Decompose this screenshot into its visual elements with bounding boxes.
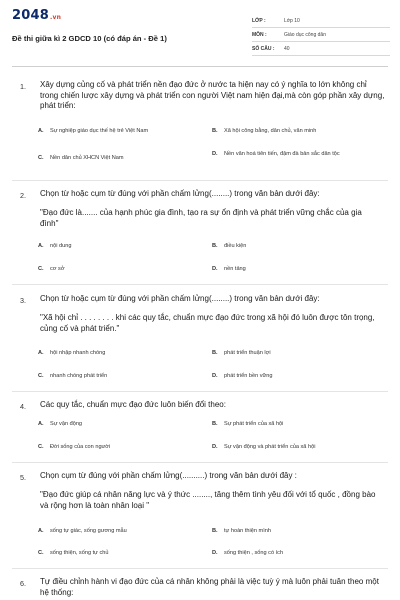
question-separator xyxy=(12,462,388,463)
option-text: Sự phát triển của xã hội xyxy=(224,421,284,427)
question-text: Chọn cụm từ đúng với phần chấm lửng(..........) trong văn bản dưới đây : xyxy=(40,471,297,480)
question-text: Chọn từ hoặc cụm từ đúng với phần chấm lửng(........) trong văn bản dưới đây: xyxy=(40,189,320,198)
option-text: Sự vận động và phát triển của xã hội xyxy=(224,444,316,450)
option-text: nền tảng xyxy=(224,266,246,272)
option-c[interactable] xyxy=(38,155,198,163)
option-text: Nền dân chủ XHCN Việt Nam xyxy=(50,155,124,161)
meta-value: Lớp 10 xyxy=(284,17,300,24)
question-number: 3. xyxy=(20,296,26,305)
question-separator xyxy=(12,180,388,181)
option-b[interactable] xyxy=(212,421,382,429)
option-a[interactable] xyxy=(38,350,198,358)
option-text: phát triển thuận lợi xyxy=(224,350,271,356)
logo-suffix: .vn xyxy=(49,14,62,21)
option-letter: D. xyxy=(212,373,218,379)
option-letter: D. xyxy=(212,550,218,556)
question-quote: "Đạo đức là....... của hạnh phúc gia đình, tạo ra sự ổn định và phát triển vững chắc của gia đình" xyxy=(40,208,362,228)
option-d[interactable] xyxy=(212,550,382,558)
question-text: Các quy tắc, chuẩn mực đạo đức luôn biến đổi theo: xyxy=(40,400,226,409)
option-text: nhanh chóng phát triển xyxy=(50,373,108,379)
option-text: sống tự giác, sống gương mẫu xyxy=(50,528,127,534)
meta-label: LỚP : xyxy=(252,17,266,24)
meta-row-subject xyxy=(252,28,390,42)
option-c[interactable] xyxy=(38,550,198,558)
option-letter: A. xyxy=(38,128,44,134)
option-letter: C. xyxy=(38,266,44,272)
option-letter: C. xyxy=(38,550,44,556)
question-number: 6. xyxy=(20,579,26,588)
question-text: Chọn từ hoặc cụm từ đúng với phần chấm lửng(........) trong văn bản dưới đây: xyxy=(40,294,320,303)
option-letter: C. xyxy=(38,444,44,450)
option-letter: A. xyxy=(38,528,44,534)
meta-value: 40 xyxy=(284,45,290,52)
option-letter: B. xyxy=(212,128,218,134)
question-separator xyxy=(12,568,388,569)
option-letter: C. xyxy=(38,155,44,161)
option-a[interactable] xyxy=(38,243,198,251)
option-letter: B. xyxy=(212,350,218,356)
option-letter: A. xyxy=(38,350,44,356)
question-separator xyxy=(12,391,388,392)
question-text: Xây dựng củng cố và phát triển nền đạo đức ở nước ta hiện nay có ý nghĩa to lớn không chỉ trong chiến lược xây dựng và phát triển con người Việt nam hiện đại,mà còn góp phần xây dựng, phát triển: xyxy=(40,80,385,110)
option-a[interactable] xyxy=(38,128,198,136)
option-c[interactable] xyxy=(38,444,198,452)
option-d[interactable] xyxy=(212,444,387,452)
option-text: Xã hội công bằng, dân chủ, văn minh xyxy=(224,128,317,134)
option-text: sống thiện, sống tự chủ xyxy=(50,550,109,556)
question-separator xyxy=(12,284,388,285)
option-text: tự hoàn thiện mình xyxy=(224,528,271,534)
option-text: điều kiện xyxy=(224,243,247,249)
option-c[interactable] xyxy=(38,373,198,381)
option-b[interactable] xyxy=(212,128,382,136)
question-number: 2. xyxy=(20,191,26,200)
option-text: Sự nghiệp giáo dục thế hệ trẻ Việt Nam xyxy=(50,128,149,134)
option-text: sống thiện , sống có ích xyxy=(224,550,284,556)
option-c[interactable] xyxy=(38,266,198,274)
option-letter: A. xyxy=(38,243,44,249)
question-number: 5. xyxy=(20,473,26,482)
option-b[interactable] xyxy=(212,243,382,251)
question-number: 1. xyxy=(20,82,26,91)
question-quote: "Xã hội chỉ . . . . . . . . khi các quy tắc, chuẩn mực đạo đức trong xã hội đó luôn được tôn trọng, củng cố và phát triển." xyxy=(40,313,375,333)
option-b[interactable] xyxy=(212,350,382,358)
question-number: 4. xyxy=(20,402,26,411)
option-text: hội nhập nhanh chóng xyxy=(50,350,106,356)
option-d[interactable] xyxy=(212,151,364,159)
header-divider xyxy=(12,66,388,67)
page-title: Đề thi giữa kì 2 GDCD 10 (có đáp án - Đề 1) xyxy=(12,34,167,43)
option-letter: C. xyxy=(38,373,44,379)
option-letter: B. xyxy=(212,243,218,249)
option-a[interactable] xyxy=(38,528,198,536)
question-quote: "Đạo đức giúp cá nhân năng lực và ý thức ........, tăng thêm tình yêu đối với tổ quốc , đồng bào và rộng hơn là toàn nhân loại " xyxy=(40,490,376,510)
option-letter: A. xyxy=(38,421,44,427)
meta-label: MÔN : xyxy=(252,31,267,38)
option-letter: D. xyxy=(212,151,218,157)
logo-main: 2048 xyxy=(12,8,49,23)
option-text: Đời sống của con người xyxy=(50,444,111,450)
option-b[interactable] xyxy=(212,528,382,536)
option-text: cơ sở xyxy=(50,266,65,272)
option-letter: B. xyxy=(212,421,218,427)
option-text: Sự vận động xyxy=(50,421,83,427)
option-text: phát triển bền vững xyxy=(224,373,273,379)
option-d[interactable] xyxy=(212,373,382,381)
exam-meta-table xyxy=(252,14,390,56)
option-text: nội dung xyxy=(50,243,72,249)
meta-row-count xyxy=(252,42,390,56)
option-d[interactable] xyxy=(212,266,382,274)
meta-label: SỐ CÂU : xyxy=(252,45,275,52)
option-letter: D. xyxy=(212,444,218,450)
option-a[interactable] xyxy=(38,421,198,429)
meta-row-class xyxy=(252,14,390,28)
option-letter: B. xyxy=(212,528,218,534)
meta-value: Giáo dục công dân xyxy=(284,31,326,38)
option-letter: D. xyxy=(212,266,218,272)
option-text: Nền văn hoá tiên tiến, đậm đà bản sắc dân tộc xyxy=(224,151,340,157)
question-text: Tự điều chỉnh hành vi đạo đức của cá nhân không phải là việc tuỳ ý mà luôn phải tuân theo một hệ thống: xyxy=(40,577,379,597)
